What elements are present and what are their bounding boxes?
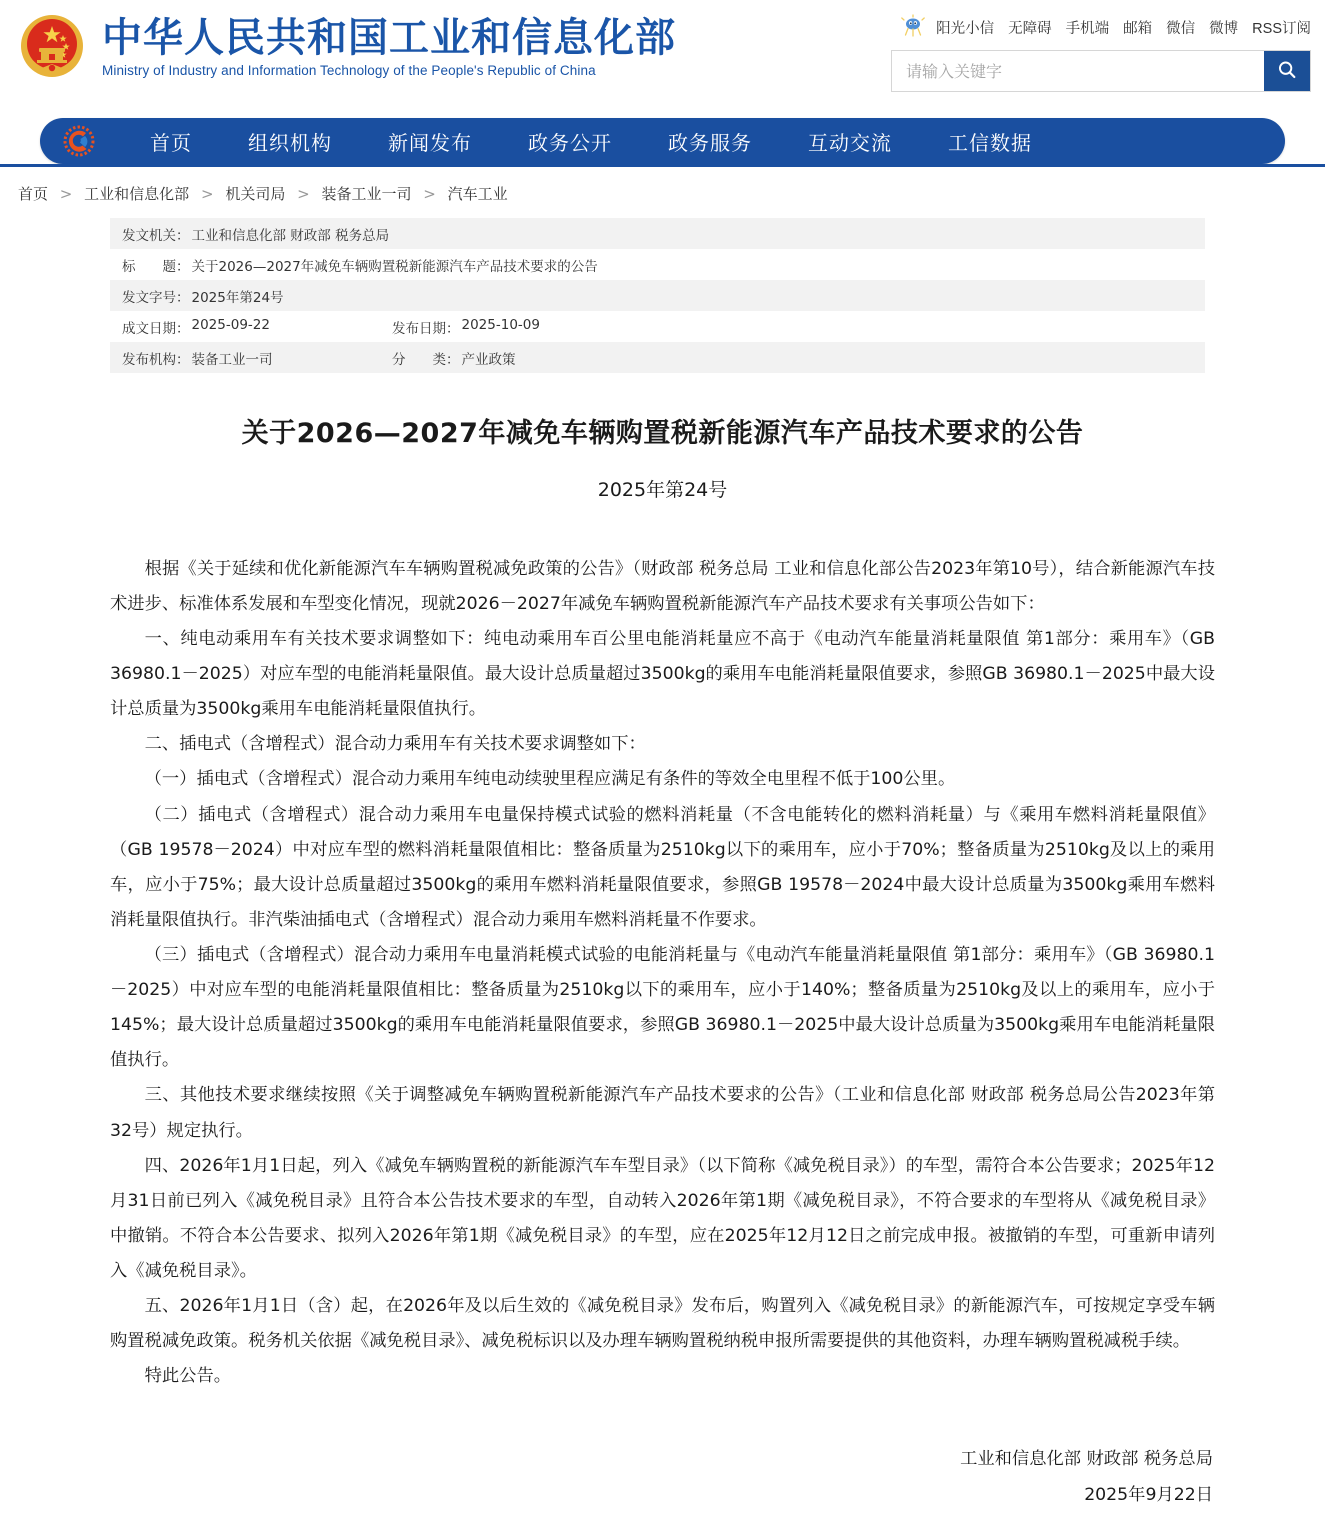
- util-link-weibo[interactable]: 微博: [1209, 20, 1239, 37]
- meta-value: 关于2026—2027年减免车辆购置税新能源汽车产品技术要求的公告: [191, 258, 598, 275]
- document-paragraph: 一、纯电动乘用车有关技术要求调整如下：纯电动乘用车百公里电能消耗量应不高于《电动汽车能量消耗量限值 第1部分：乘用车》（GB 36980.1－2025）对应车型的电能消耗量限值。最大设计总质量超过3500kg的乘用车电能消耗量限值要求，参照GB 36980.1－2025中最大设计总质量为3500kg乘用车电能消耗量限值执行。: [110, 629, 1215, 720]
- sun-mascot-icon: [900, 14, 926, 40]
- document-paragraph: （二）插电式（含增程式）混合动力乘用车电量保持模式试验的燃料消耗量（不含电能转化的燃料消耗量）与《乘用车燃料消耗量限值》（GB 19578－2024）中对应车型的燃料消耗量限值相比：整备质量为2510kg以下的乘用车，应小于70%；整备质量为2510kg及以上的乘用车，应小于75%；最大设计总质量超过3500kg的乘用车燃料消耗量限值要求，参照GB 19578－2024中最大设计总质量为3500kg乘用车燃料消耗量限值执行。非汽柴油插电式（含增程式）混合动力乘用车燃料消耗量不作要求。: [110, 804, 1215, 930]
- breadcrumb-separator: >: [200, 185, 214, 203]
- breadcrumb-separator: >: [423, 185, 436, 203]
- document-paragraph: 特此公告。: [144, 1366, 232, 1387]
- nav-item-news[interactable]: 新闻发布: [388, 130, 472, 155]
- meta-label: 发布机构：: [122, 351, 190, 368]
- breadcrumb: [0, 167, 1325, 218]
- site-title-cn: 中华人民共和国工业和信息化部: [102, 14, 676, 61]
- document-body: [110, 552, 1215, 1395]
- site-title-en: Ministry of Industry and Information Technology of the People's Republic of China: [102, 62, 596, 78]
- util-link-email[interactable]: 邮箱: [1123, 20, 1153, 37]
- meta-label: 标 题：: [122, 258, 190, 275]
- util-link-rss[interactable]: RSS订阅: [1252, 20, 1311, 37]
- site-header: [0, 0, 1325, 118]
- breadcrumb-item-departments[interactable]: 机关司局: [225, 185, 286, 203]
- document-paragraph: 三、其他技术要求继续按照《关于调整减免车辆购置税新能源汽车产品技术要求的公告》（工业和信息化部 财政部 税务总局公告2023年第32号）规定执行。: [110, 1085, 1215, 1141]
- document-paragraph: （一）插电式（含增程式）混合动力乘用车纯电动续驶里程应满足有条件的等效全电里程不低于100公里。: [144, 769, 956, 790]
- nav-item-organization[interactable]: 组织机构: [248, 130, 332, 155]
- meta-value: 2025-10-09: [461, 316, 540, 333]
- breadcrumb-item-auto-industry[interactable]: 汽车工业: [447, 185, 508, 203]
- meta-value: 装备工业一司: [191, 351, 273, 368]
- signature-date: 2025年9月22日: [1084, 1484, 1213, 1505]
- meta-cell-publishing-org: [110, 342, 380, 373]
- meta-cell-title: [110, 249, 1205, 280]
- table-row: [110, 342, 1205, 373]
- meta-cell-published-date: [380, 311, 1205, 342]
- table-row: [110, 249, 1205, 280]
- main-nav: [40, 118, 1285, 164]
- meta-cell-drafted-date: [110, 311, 380, 342]
- table-row: [110, 311, 1205, 342]
- document-container: [0, 218, 1325, 1513]
- breadcrumb-separator: >: [59, 185, 73, 203]
- meta-cell-issuing-agency: [110, 218, 1205, 249]
- search-icon: [1276, 59, 1298, 84]
- search-input[interactable]: [892, 51, 1264, 91]
- document-paragraph: 四、2026年1月1日起，列入《减免车辆购置税的新能源汽车车型目录》（以下简称《减免税目录》）的车型，需符合本公告要求；2025年12月31日前已列入《减免税目录》且符合本公告技术要求的车型，自动转入2026年第1期《减免税目录》，不符合要求的车型将从《减免税目录》中撤销。不符合本公告要求、拟列入2026年第1期《减免税目录》的车型，应在2025年12月12日之前完成申报。被撤销的车型，可重新申请列入《减免税目录》。: [110, 1155, 1215, 1281]
- meta-value: 2025年第24号: [191, 289, 284, 306]
- nav-item-government-disclosure[interactable]: 政务公开: [528, 130, 612, 155]
- breadcrumb-item-home[interactable]: 首页: [18, 185, 49, 203]
- page-title: 关于2026—2027年减免车辆购置税新能源汽车产品技术要求的公告: [241, 418, 1084, 449]
- meta-label: 发布日期：: [392, 320, 460, 337]
- nav-item-home[interactable]: 首页: [150, 130, 192, 155]
- util-link-accessibility[interactable]: 无障碍: [1008, 20, 1052, 37]
- nav-item-interaction[interactable]: 互动交流: [808, 130, 892, 155]
- search-button[interactable]: [1264, 51, 1310, 91]
- meta-label: 分 类：: [392, 351, 460, 368]
- search-bar: [891, 50, 1311, 92]
- document-paragraph: 二、插电式（含增程式）混合动力乘用车有关技术要求调整如下：: [144, 734, 646, 755]
- document-paragraph: 根据《关于延续和优化新能源汽车车辆购置税减免政策的公告》（财政部 税务总局 工业和信息化部公告2023年第10号），结合新能源汽车技术进步、标准体系发展和车型变化情况，现就2026－2027年减免车辆购置税新能源汽车产品技术要求有关事项公告如下：: [110, 558, 1215, 614]
- document-meta-table: [110, 218, 1205, 373]
- meta-label: 成文日期：: [122, 320, 190, 337]
- table-row: [110, 280, 1205, 311]
- china-national-emblem-icon: [18, 12, 86, 80]
- nav-item-government-services[interactable]: 政务服务: [668, 130, 752, 155]
- meta-value: 2025-09-22: [191, 316, 270, 333]
- signature-organization: 工业和信息化部 财政部 税务总局: [960, 1449, 1213, 1470]
- document-subtitle: 2025年第24号: [597, 478, 728, 501]
- breadcrumb-item-equipment-dept[interactable]: 装备工业一司: [321, 185, 412, 203]
- meta-cell-category: [380, 342, 1205, 373]
- meta-value: 工业和信息化部 财政部 税务总局: [191, 227, 390, 244]
- miit-swirl-logo-icon: [62, 124, 96, 158]
- util-link-sunshine[interactable]: 阳光小信: [936, 20, 995, 37]
- utility-nav: [891, 10, 1311, 44]
- meta-cell-document-number: [110, 280, 1205, 311]
- document-paragraph: 五、2026年1月1日（含）起，在2026年及以后生效的《减免税目录》发布后，购置列入《减免税目录》的新能源汽车，可按规定享受车辆购置税减免政策。税务机关依据《减免税目录》、减免税标识以及办理车辆购置税纳税申报所需要提供的其他资料，办理车辆购置税减税手续。: [110, 1296, 1215, 1352]
- breadcrumb-separator: >: [297, 185, 310, 203]
- meta-label: 发文字号：: [122, 289, 190, 306]
- site-brand: [18, 12, 676, 80]
- nav-item-data[interactable]: 工信数据: [948, 130, 1032, 155]
- table-row: [110, 218, 1205, 249]
- document-paragraph: （三）插电式（含增程式）混合动力乘用车电量消耗模式试验的电能消耗量与《电动汽车能量消耗量限值 第1部分：乘用车》（GB 36980.1－2025）中对应车型的电能消耗量限值相比：整备质量为2510kg以下的乘用车，应小于140%；整备质量为2510kg及以上的乘用车，应小于145%；最大设计总质量超过3500kg的乘用车电能消耗量限值要求，参照GB 36980.1－2025中最大设计总质量为3500kg乘用车电能消耗量限值执行。: [110, 945, 1215, 1071]
- header-right: [891, 10, 1311, 92]
- util-link-wechat[interactable]: 微信: [1166, 20, 1196, 37]
- meta-value: 产业政策: [461, 351, 516, 368]
- main-nav-wrapper: [0, 118, 1325, 164]
- document-signature: [110, 1442, 1215, 1512]
- breadcrumb-item-miit[interactable]: 工业和信息化部: [84, 185, 190, 203]
- util-link-mobile[interactable]: 手机端: [1065, 20, 1110, 37]
- meta-label: 发文机关：: [122, 227, 190, 244]
